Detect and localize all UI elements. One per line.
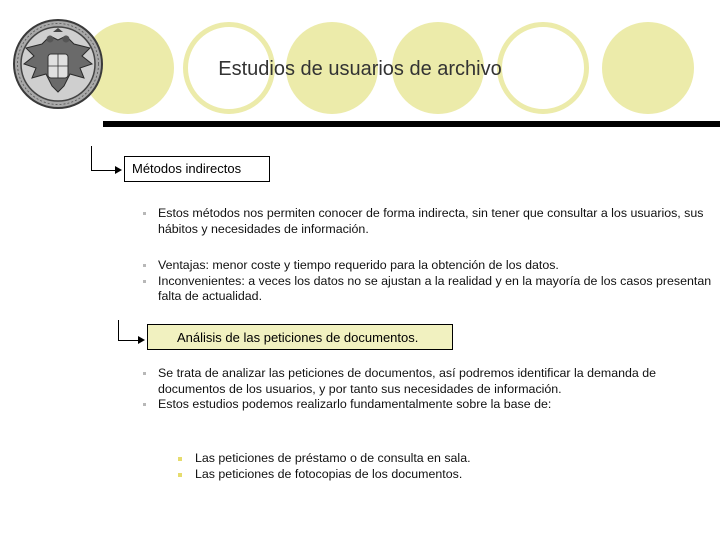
list-item: Se trata de analizar las peticiones de documentos, así podremos identificar la demanda de documentos de los usuarios, y por tanto sus necesidades de información. [141, 366, 720, 397]
list-item: Estos métodos nos permiten conocer de forma indirecta, sin tener que consultar a los usuarios, sus hábitos y necesidades de información. [141, 206, 720, 237]
list-item: Las peticiones de préstamo o de consulta en sala. [176, 451, 471, 467]
university-seal-icon [12, 14, 104, 114]
title-divider [103, 121, 720, 127]
list-item: Inconvenientes: a veces los datos no se ajustan a la realidad y en la mayoría de los casos presentan falta de actualidad. [141, 274, 720, 305]
analisis-sublist [176, 451, 471, 483]
section-heading-analisis: Análisis de las peticiones de documentos. [147, 324, 453, 350]
connector-analisis [118, 320, 139, 341]
page-title: Estudios de usuarios de archivo [218, 58, 502, 80]
analisis-list [141, 366, 720, 413]
connector-metodos [91, 146, 116, 171]
list-item: Las peticiones de fotocopias de los documentos. [176, 467, 471, 483]
metodos-list-intro [141, 206, 720, 237]
arrow-icon [115, 166, 122, 174]
decor-circle-6 [602, 22, 694, 114]
arrow-icon [138, 336, 145, 344]
metodos-list-pros-cons [141, 258, 720, 305]
list-item: Estos estudios podemos realizarlo fundamentalmente sobre la base de: [141, 397, 720, 413]
section-heading-metodos: Métodos indirectos [124, 156, 270, 182]
list-item: Ventajas: menor coste y tiempo requerido para la obtención de los datos. [141, 258, 720, 274]
